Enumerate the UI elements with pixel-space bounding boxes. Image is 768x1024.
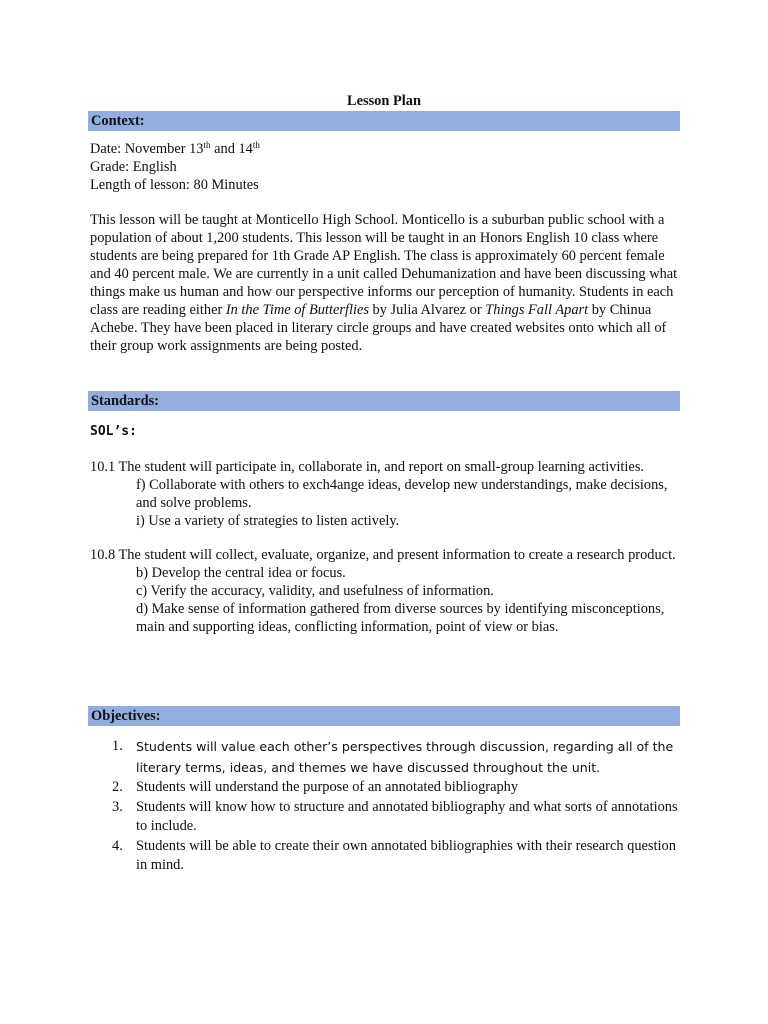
standard-10-8: 10.8 The student will collect, evaluate, organize, and present information to create a research product. b) Develop the central idea or focus. c) Verify the accuracy, validity, and usefulness of information. d) Make sense of information gathered from diverse sources by identifying misconceptions, main and supporting ideas, conflicting information, point of view or bias. — [90, 547, 676, 635]
objectives-header: Objectives: — [88, 706, 680, 726]
context-details — [90, 140, 680, 194]
sols-label: SOL’s: — [90, 424, 137, 439]
context-header: Context: — [88, 111, 680, 131]
context-paragraph: This lesson will be taught at Monticello High School. Monticello is a suburban public school with a population of about 1,200 students. This lesson will be taught in an Honors English 10 class where students are being prepared for 1th Grade AP English. The class is approximately 60 percent female and 40 percent male. We are currently in a unit called Dehumanization and have been discussing what things make us human and how our perspective informs our perception of humanity. Students in each class are reading either In the Time of Butterflies by Julia Alvarez or Things Fall Apart by Chinua Achebe. They have been placed in literary circle groups and have created websites onto which all of their group work assignments are being posted. — [90, 212, 678, 354]
page-title: Lesson Plan — [347, 93, 421, 109]
list-item: 1. Students will value each other’s perspectives through discussion, regarding all of the literary terms, ideas, and themes we have discussed throughout the unit. — [112, 738, 674, 775]
list-item: 3. Students will know how to structure and annotated bibliography and what sorts of annotations to include. — [112, 798, 678, 834]
book-title-things-fall-apart: Things Fall Apart — [485, 302, 589, 318]
lesson-length: Length of lesson: 80 Minutes — [90, 177, 259, 193]
objectives-list — [90, 737, 680, 876]
list-item: 4. Students will be able to create their own annotated bibliographies with their research question in mind. — [112, 837, 676, 873]
list-item: 2. Students will understand the purpose of an annotated bibliography — [112, 779, 519, 795]
book-title-butterflies: In the Time of Butterflies — [225, 302, 369, 318]
standard-10-1: 10.1 The student will participate in, collaborate in, and report on small-group learning activities. f) Collaborate with others to exch4ange ideas, develop new understandings, make decisions, and solve problems. i) Use a variety of strategies to listen actively. — [90, 459, 668, 529]
lesson-grade: Grade: English — [90, 159, 177, 175]
standards-header: Standards: — [88, 391, 680, 411]
lesson-date: Date: November 13th and 14th — [90, 140, 260, 157]
